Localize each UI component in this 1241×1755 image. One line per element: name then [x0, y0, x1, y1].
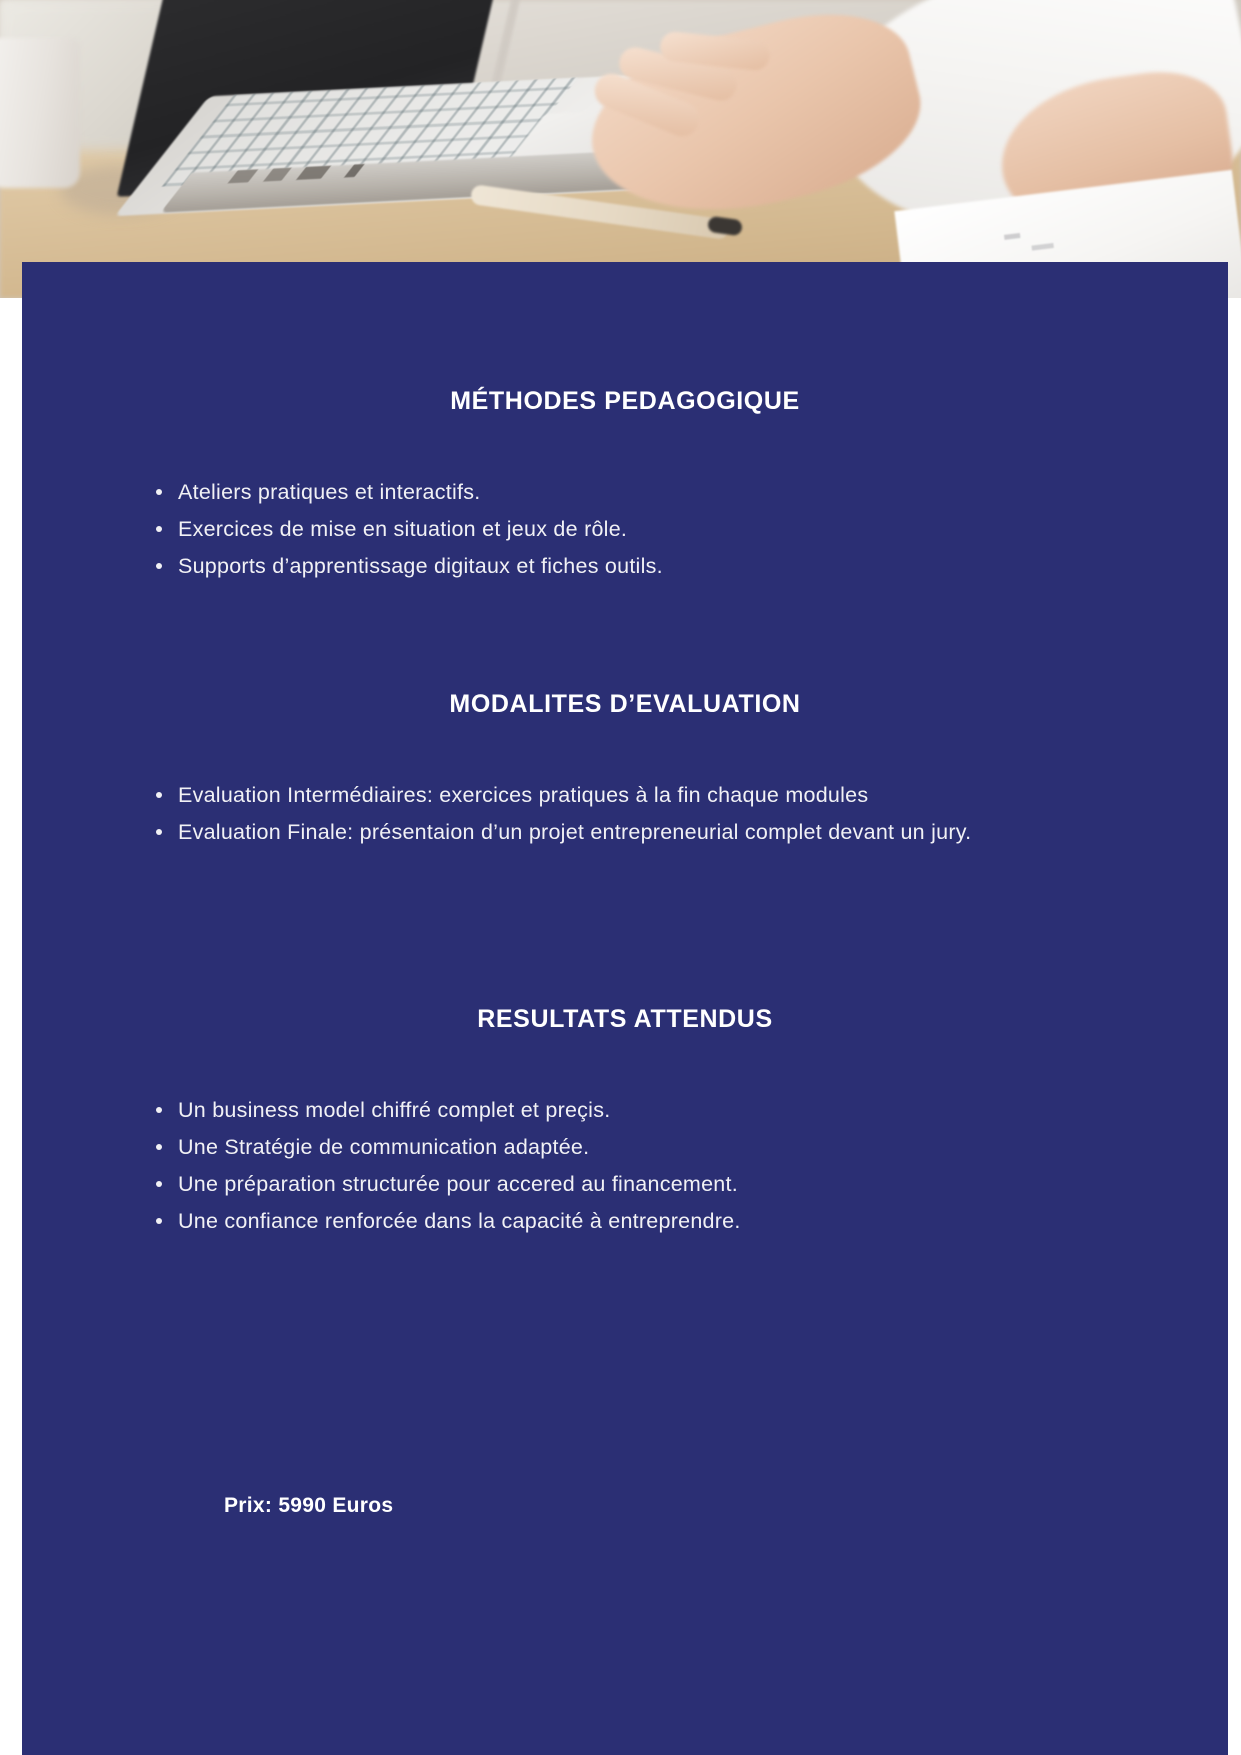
list-item: Une préparation structurée pour accered au financement.: [150, 1166, 1228, 1203]
list-item: Une Stratégie de communication adaptée.: [150, 1129, 1228, 1166]
hero-photo: [0, 0, 1241, 298]
bullet-list-methodes: [150, 474, 1228, 585]
bullet-list-modalites: [150, 777, 1010, 851]
section-methodes-pedagogique: [22, 387, 1228, 585]
list-item: Un business model chiffré complet et preçis.: [150, 1092, 1228, 1129]
section-title-resultats: RESULTATS ATTENDUS: [477, 1005, 773, 1033]
list-item: Evaluation Intermédiaires: exercices pratiques à la fin chaque modules: [150, 777, 1010, 814]
section-modalites-devaluation: [22, 690, 1228, 851]
list-item: Une confiance renforcée dans la capacité à entreprendre.: [150, 1203, 1228, 1240]
list-item: Ateliers pratiques et interactifs.: [150, 474, 1228, 511]
list-item: Exercices de mise en situation et jeux de rôle.: [150, 511, 1228, 548]
coffee-mug: [0, 38, 80, 188]
bullet-list-resultats: [150, 1092, 1228, 1240]
section-title-modalites: MODALITES D’EVALUATION: [449, 690, 801, 718]
list-item: Evaluation Finale: présentaion d’un projet entrepreneurial complet devant un jury.: [150, 814, 1010, 851]
content-panel: [22, 262, 1228, 1755]
list-item: Supports d’apprentissage digitaux et fiches outils.: [150, 548, 1228, 585]
section-title-methodes: MÉTHODES PEDAGOGIQUE: [450, 387, 800, 415]
price-label: Prix: 5990 Euros: [224, 1494, 394, 1517]
section-resultats-attendus: [22, 1005, 1228, 1240]
